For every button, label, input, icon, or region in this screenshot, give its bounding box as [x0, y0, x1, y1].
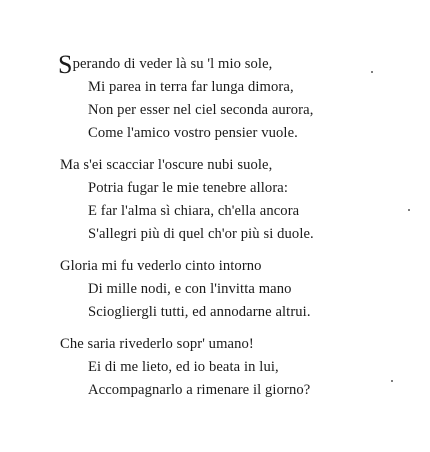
poem-line: Potria fugar le mie tenebre allora: [88, 180, 289, 196]
poem-line: Accompagnarlo a rimenare il giorno? [88, 382, 311, 398]
poem-line: Ma s'ei scacciar l'oscure nubi suole, [60, 157, 273, 173]
poem-line: E far l'alma sì chiara, ch'ella ancora [88, 203, 300, 219]
poem-line: S'allegri più di quel ch'or più si duole. [88, 226, 314, 242]
drop-cap: S [58, 50, 73, 79]
line-text: perando di veder là su 'l mio sole, [72, 56, 273, 72]
poem-line: Ei di me lieto, ed io beata in lui, [88, 359, 279, 375]
print-speck [408, 209, 410, 211]
poem-line: Non per esser nel ciel seconda aurora, [88, 102, 314, 118]
poem-line: Che saria rivederlo sopr' umano! [60, 336, 254, 352]
print-speck [371, 71, 373, 73]
poem-line [58, 52, 272, 78]
poem-line: Sciogliergli tutti, ed annodarne altrui. [88, 304, 311, 320]
poem-line: Mi parea in terra far lunga dimora, [88, 79, 294, 95]
poem-line: Come l'amico vostro pensier vuole. [88, 125, 298, 141]
poem-line: Gloria mi fu vederlo cinto intorno [60, 258, 262, 274]
print-speck [391, 380, 393, 382]
poem-line: Di mille nodi, e con l'invitta mano [88, 281, 292, 297]
